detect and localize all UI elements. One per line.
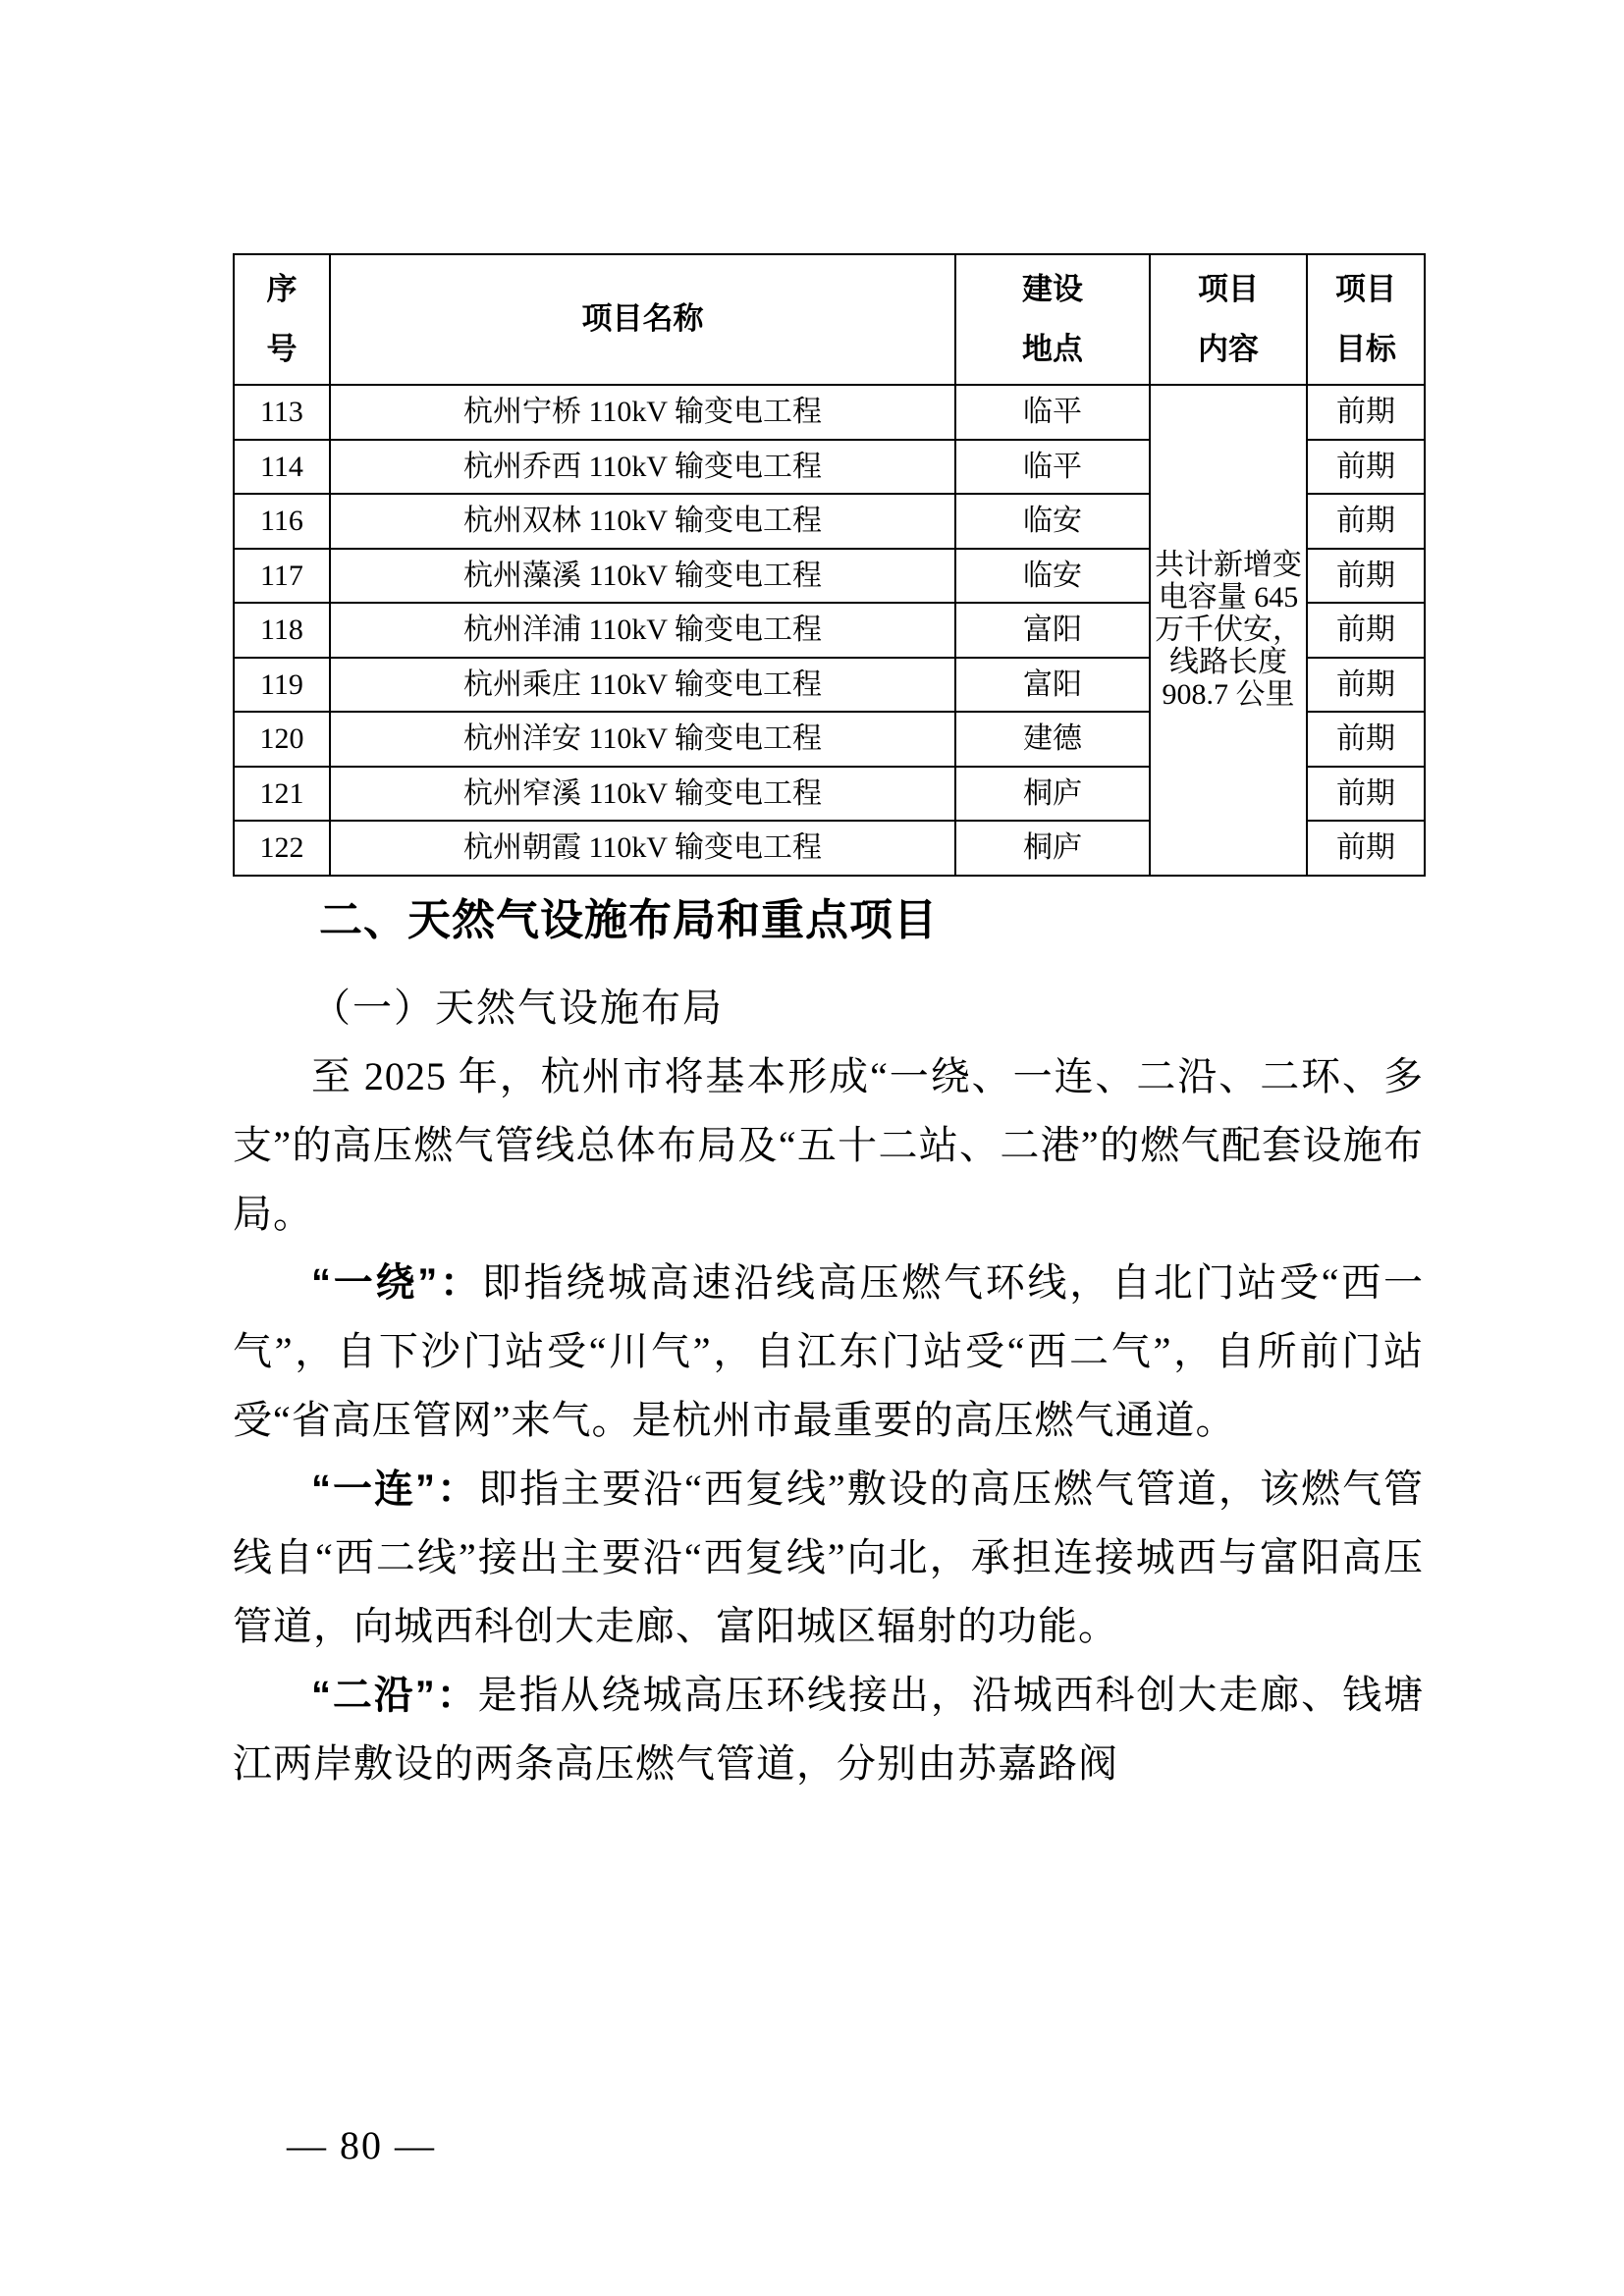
header-line: 建设 xyxy=(1022,272,1083,307)
cell-no: 118 xyxy=(234,603,330,658)
paragraph-yilian xyxy=(233,1455,1424,1661)
table-row xyxy=(234,385,1425,440)
cell-target: 前期 xyxy=(1307,494,1425,549)
cell-location: 临平 xyxy=(955,385,1150,440)
paragraph-text: 是指从绕城高压环线接出，沿城西科创大走廊、钱塘江两岸敷设的两条高压燃气管道，分别由苏嘉路阀 xyxy=(233,1672,1425,1786)
col-header-location xyxy=(955,254,1150,385)
cell-no: 119 xyxy=(234,658,330,713)
body-text xyxy=(233,1042,1424,1798)
header-line: 地点 xyxy=(1022,331,1083,366)
cell-name: 杭州双林 110kV 输变电工程 xyxy=(330,494,955,549)
cell-no: 116 xyxy=(234,494,330,549)
cell-name: 杭州乔西 110kV 输变电工程 xyxy=(330,440,955,495)
header-line: 目标 xyxy=(1335,331,1396,366)
cell-no: 120 xyxy=(234,712,330,767)
cell-name: 杭州洋浦 110kV 输变电工程 xyxy=(330,603,955,658)
cell-name: 杭州朝霞 110kV 输变电工程 xyxy=(330,821,955,876)
cell-name: 杭州乘庄 110kV 输变电工程 xyxy=(330,658,955,713)
cell-name: 杭州宁桥 110kV 输变电工程 xyxy=(330,385,955,440)
cell-name: 杭州藻溪 110kV 输变电工程 xyxy=(330,549,955,604)
header-line: 序 xyxy=(266,272,298,307)
header-line: 项目 xyxy=(1198,272,1259,307)
cell-no: 113 xyxy=(234,385,330,440)
header-line: 号 xyxy=(266,331,298,366)
cell-location: 富阳 xyxy=(955,658,1150,713)
cell-name: 杭州窄溪 110kV 输变电工程 xyxy=(330,767,955,822)
cell-location: 临安 xyxy=(955,549,1150,604)
col-header-project-name xyxy=(330,254,955,385)
col-header-target xyxy=(1307,254,1425,385)
cell-no: 117 xyxy=(234,549,330,604)
header-line: 项目名称 xyxy=(581,301,704,337)
cell-no: 121 xyxy=(234,767,330,822)
cell-target: 前期 xyxy=(1307,603,1425,658)
cell-target: 前期 xyxy=(1307,549,1425,604)
cell-location: 临安 xyxy=(955,494,1150,549)
subsection-heading: （一）天然气设施布局 xyxy=(311,985,724,1030)
cell-name: 杭州洋安 110kV 输变电工程 xyxy=(330,712,955,767)
col-header-serial xyxy=(234,254,330,385)
header-line: 内容 xyxy=(1198,331,1259,366)
cell-location: 桐庐 xyxy=(955,767,1150,822)
cell-target: 前期 xyxy=(1307,821,1425,876)
cell-location: 临平 xyxy=(955,440,1150,495)
paragraph-text: 至 2025 年，杭州市将基本形成“一绕、一连、二沿、二环、多支”的高压燃气管线总体布局及“五十二站、二港”的燃气配套设施布局。 xyxy=(233,1053,1424,1236)
col-header-content xyxy=(1150,254,1307,385)
cell-location: 桐庐 xyxy=(955,821,1150,876)
paragraph-overview xyxy=(233,1042,1424,1249)
table-header-row xyxy=(234,254,1425,385)
header-line: 项目 xyxy=(1335,272,1396,307)
paragraph-text: 即指主要沿“西复线”敷设的高压燃气管道，该燃气管线自“西二线”接出主要沿“西复线”向北，承担连接城西与富阳高压管道，向城西科创大走廊、富阳城区辐射的功能。 xyxy=(233,1466,1424,1648)
projects-table xyxy=(233,253,1426,877)
cell-target: 前期 xyxy=(1307,658,1425,713)
page-number: — 80 — xyxy=(287,2123,436,2167)
paragraph-text: 即指绕城高速沿线高压燃气环线，自北门站受“西一气”，自下沙门站受“川气”，自江东门站受“西二气”，自所前门站受“省高压管网”来气。是杭州市最重要的高压燃气通道。 xyxy=(233,1259,1424,1442)
paragraph-lead: “一连”： xyxy=(311,1467,479,1511)
cell-target: 前期 xyxy=(1307,712,1425,767)
section-heading: 二、天然气设施布局和重点项目 xyxy=(319,895,938,944)
cell-target: 前期 xyxy=(1307,440,1425,495)
cell-location: 富阳 xyxy=(955,603,1150,658)
cell-target: 前期 xyxy=(1307,767,1425,822)
page-content xyxy=(233,253,1424,1798)
cell-location: 建德 xyxy=(955,712,1150,767)
paragraph-lead: “一绕”： xyxy=(311,1260,482,1305)
paragraph-lead: “二沿”： xyxy=(311,1673,478,1717)
cell-target: 前期 xyxy=(1307,385,1425,440)
paragraph-yirao xyxy=(233,1249,1424,1455)
paragraph-eryan xyxy=(233,1661,1424,1798)
cell-no: 122 xyxy=(234,821,330,876)
cell-no: 114 xyxy=(234,440,330,495)
cell-content-merged: 共计新增变电容量 645 万千伏安，线路长度 908.7 公里 xyxy=(1150,385,1307,876)
